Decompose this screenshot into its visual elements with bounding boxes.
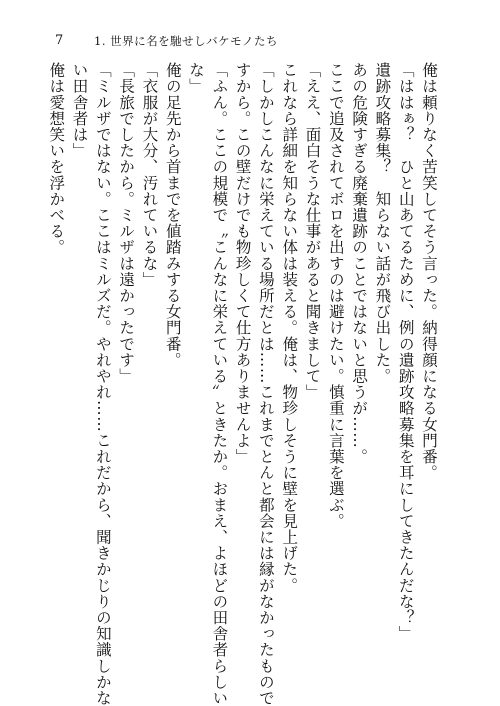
text-line: 俺は愛想笑いを浮かべる。 <box>47 62 66 256</box>
text-line: 「長旅でしたから。ミルザは遠かったです」 <box>117 62 136 384</box>
text-line: い田舎者は」 <box>70 62 89 159</box>
text-line: な」 <box>187 62 206 95</box>
text-line: ここで追及されてボロを出すのは避けたい。慎重に言葉を選ぶ。 <box>326 62 345 529</box>
text-line: 俺は頼りなく苦笑してそう言った。納得顔になる女門番。 <box>420 62 438 481</box>
text-line: 「しかしこんなに栄えている場所だとは……これまでとんと都会には縁がなかったもので <box>256 62 275 706</box>
text-line: 「ミルザではない。ここはミルズだ。やれやれ……これだから、聞きかじりの知識しかな <box>93 62 112 706</box>
running-head: 1. 世界に名を馳せしバケモノたち <box>94 34 279 48</box>
text-line: 「ふん。ここの規模で〝こんなに栄えている〟ときたか。おまえ、よほどの田舎者らしい <box>210 62 229 706</box>
body-text <box>44 62 440 706</box>
text-line: 「衣服が大分、汚れているな」 <box>140 62 159 288</box>
text-line: 「ええ、面白そうな仕事があると聞きまして」 <box>303 62 322 401</box>
text-line: あの危険すぎる廃棄遺跡のことではないと思うが……。 <box>350 62 369 465</box>
text-line: 遺跡攻略募集？ 知らない話が飛び出した。 <box>373 62 392 384</box>
page-number: 7 <box>55 33 64 48</box>
text-line: 「ははぁ？ ひと山あてるために、例の遺跡攻略募集を耳にしてきたんだな？」 <box>396 62 415 642</box>
text-line: 俺の足先から首までを値踏みする女門番。 <box>163 62 182 368</box>
text-line: すから。この壁だけでも物珍しくて仕方ありませんよ」 <box>233 62 252 465</box>
text-line: これなら詳細を知らない体は装える。俺は、物珍しそうに壁を見上げた。 <box>280 62 299 594</box>
